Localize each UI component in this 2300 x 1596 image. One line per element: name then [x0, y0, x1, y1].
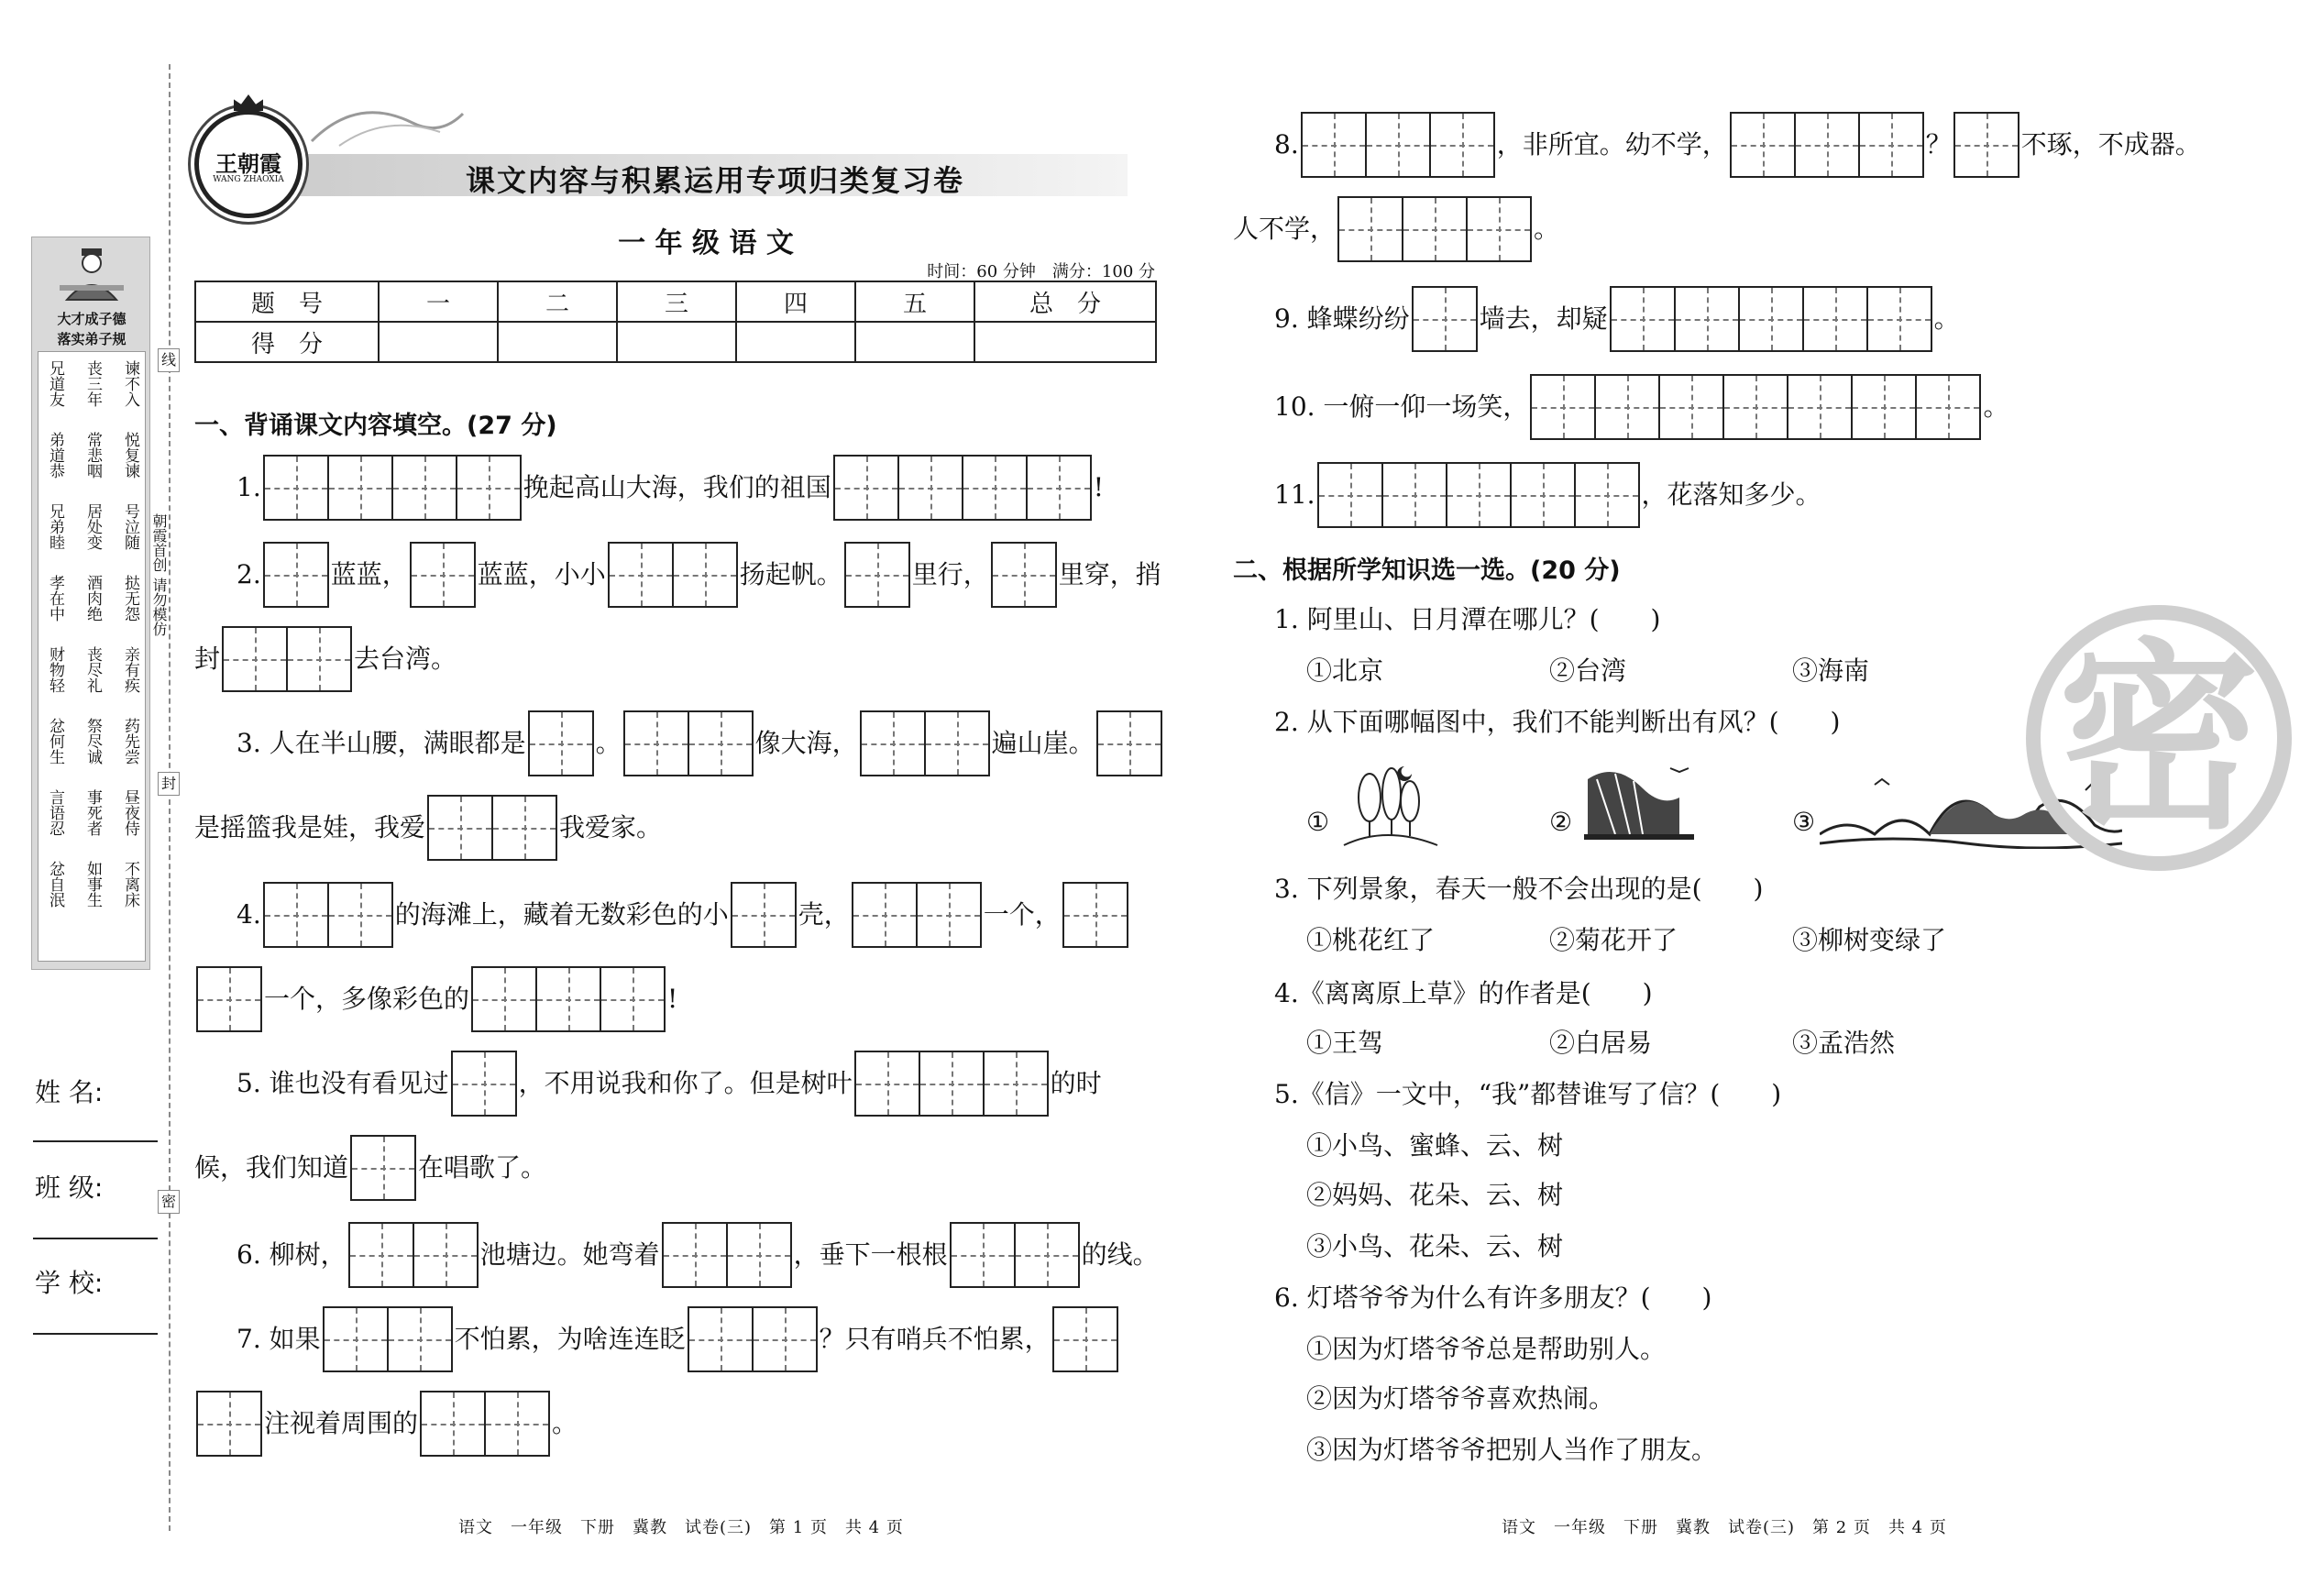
class-line[interactable] — [33, 1238, 158, 1239]
grid-cell[interactable] — [991, 542, 1057, 608]
grid-cell[interactable] — [1674, 286, 1740, 352]
grid-cell[interactable] — [222, 626, 288, 692]
answer-grid[interactable] — [844, 542, 910, 608]
verse-text: 弟道恭 — [46, 432, 64, 479]
mc-option[interactable]: ①因为灯塔爷爷总是帮助别人。 — [1306, 1334, 1667, 1364]
question-4-cont — [194, 966, 1157, 1032]
question-5 — [237, 1051, 1199, 1117]
verse-text: 兄道友 — [46, 360, 64, 407]
verse-text: 昼夜侍 — [121, 789, 139, 836]
grid-cell[interactable] — [950, 1222, 1016, 1288]
exam-meta: 时间：60 分钟 满分：100 分 — [927, 262, 1155, 281]
question-text: 遍山崖。 — [991, 728, 1095, 758]
answer-grid[interactable] — [451, 1051, 517, 1117]
grid-cell[interactable] — [1787, 374, 1853, 440]
grid-cell[interactable] — [731, 882, 797, 948]
question-7-cont — [194, 1391, 1157, 1457]
grid-cell[interactable] — [860, 710, 926, 776]
answer-grid[interactable] — [1096, 710, 1162, 776]
answer-grid[interactable] — [1337, 196, 1532, 262]
grid-cell[interactable] — [413, 1222, 479, 1288]
question-1 — [237, 455, 1199, 521]
verse-row — [45, 789, 140, 850]
grid-cell[interactable] — [924, 710, 990, 776]
grid-cell[interactable] — [1866, 286, 1932, 352]
verse-row — [45, 432, 140, 492]
grid-cell[interactable] — [752, 1306, 818, 1372]
grid-cell[interactable] — [456, 455, 522, 521]
grid-cell[interactable] — [672, 542, 738, 608]
windy-trees-picture — [1579, 761, 1698, 849]
grid-cell[interactable] — [410, 542, 476, 608]
question-3-cont — [194, 795, 1157, 861]
grid-cell[interactable] — [919, 1051, 985, 1117]
grid-cell[interactable] — [1794, 112, 1860, 178]
answer-grid[interactable] — [1610, 286, 1932, 352]
answer-grid[interactable] — [528, 710, 594, 776]
mc-option[interactable]: ③因为灯塔爷爷把别人当作了朋友。 — [1306, 1435, 1718, 1465]
answer-grid[interactable] — [608, 542, 738, 608]
question-text: 一个，多像彩色的 — [264, 984, 470, 1014]
grid-cell[interactable] — [916, 882, 982, 948]
question-5-cont — [194, 1135, 1157, 1201]
answer-grid[interactable] — [688, 1306, 818, 1372]
mc-option[interactable]: ②菊花开了 — [1549, 925, 1678, 955]
question-text: 。 — [595, 728, 622, 758]
mc-option[interactable]: ①小鸟、蜜蜂、云、树 — [1306, 1130, 1564, 1161]
verse-text: 酒肉绝 — [83, 575, 102, 622]
verse-row — [45, 503, 140, 564]
verse-text: 如事生 — [83, 861, 102, 908]
grid-cell[interactable] — [535, 966, 601, 1032]
paper-title: 课文内容与积累运用专项归类复习卷 — [465, 163, 964, 198]
mc-option[interactable]: ②白居易 — [1549, 1028, 1653, 1058]
mc-option[interactable]: ① — [1306, 807, 1330, 837]
mc-option[interactable]: ①北京 — [1306, 655, 1384, 686]
answer-grid[interactable] — [263, 455, 522, 521]
question-11 — [1274, 462, 2283, 528]
score-header-cell: 题 号 — [195, 281, 379, 322]
name-label: 姓 名: — [35, 1077, 104, 1107]
question-number: 11. — [1274, 479, 1315, 510]
grid-cell[interactable] — [897, 455, 963, 521]
verse-text: 丧尽礼 — [83, 646, 102, 693]
seal-mark-feng: 封 — [158, 772, 180, 796]
question-text: 。 — [1983, 391, 2009, 422]
grid-cell[interactable] — [350, 1135, 416, 1201]
verse-row — [45, 575, 140, 635]
grid-cell[interactable] — [1062, 882, 1128, 948]
mc-option[interactable]: ③海南 — [1792, 655, 1870, 686]
secret-watermark-seal — [2026, 605, 2292, 871]
grid-cell[interactable] — [688, 710, 754, 776]
question-text: 。 — [1933, 303, 1960, 334]
grid-cell[interactable] — [1052, 1306, 1118, 1372]
verse-text: 亲有疾 — [121, 646, 139, 693]
watermark-char: 密 — [2057, 622, 2260, 856]
scholar-figure-illustration — [49, 245, 135, 305]
question-text: ! — [667, 984, 678, 1014]
question-text: ，垂下一根根 — [793, 1239, 948, 1270]
question-text: 注视着周围的 — [264, 1408, 419, 1438]
answer-grid[interactable] — [471, 966, 666, 1032]
question-text: 壳， — [798, 899, 850, 930]
mc-option[interactable]: ①桃花红了 — [1306, 925, 1436, 955]
score-header-cell: 一 — [379, 281, 498, 322]
answer-grid[interactable] — [350, 1135, 416, 1201]
grid-cell[interactable] — [1610, 286, 1676, 352]
question-text: 9. 蜂蝶纷纷 — [1274, 303, 1410, 334]
mc-option[interactable]: ②台湾 — [1549, 655, 1627, 686]
mc-question-2: 2. 从下面哪幅图中，我们不能判断出有风？( ) — [1274, 707, 1841, 737]
answer-grid[interactable] — [731, 882, 797, 948]
question-text: 的海滩上，藏着无数彩色的小 — [394, 899, 729, 930]
question-text: 10. 一俯一仰一场笑， — [1274, 391, 1529, 422]
verse-row — [45, 718, 140, 778]
grid-cell[interactable] — [1381, 462, 1447, 528]
motto-top: 大才成子德 — [57, 311, 127, 327]
question-10 — [1274, 374, 2283, 440]
answer-grid[interactable] — [263, 542, 329, 608]
grid-cell[interactable] — [1317, 462, 1383, 528]
grid-cell[interactable] — [1402, 196, 1468, 262]
grid-cell[interactable] — [1858, 112, 1924, 178]
question-text: ，非所宜。幼不学， — [1496, 129, 1728, 160]
question-text: 蓝蓝， — [330, 559, 408, 589]
seal-mark-xian: 线 — [158, 348, 180, 372]
answer-grid[interactable] — [1530, 374, 1981, 440]
question-text: 蓝蓝，小小 — [477, 559, 606, 589]
verse-text: 谏不入 — [121, 360, 139, 407]
question-4 — [237, 882, 1199, 948]
answer-grid[interactable] — [1953, 112, 2019, 178]
grid-cell[interactable] — [196, 1391, 262, 1457]
answer-grid[interactable] — [854, 1051, 1049, 1117]
mc-question-1: 1. 阿里山、日月潭在哪儿？( ) — [1274, 604, 1661, 634]
answer-grid[interactable] — [991, 542, 1057, 608]
question-text: 像大海， — [754, 728, 858, 758]
mc-question-3: 3. 下列景象，春天一般不会出现的是( ) — [1274, 874, 1764, 904]
grid-cell[interactable] — [1510, 462, 1576, 528]
question-text: 不琢，不成器。 — [2020, 129, 2201, 160]
binding-dashed-line — [169, 64, 171, 1531]
grid-cell[interactable] — [688, 1306, 754, 1372]
answer-grid[interactable] — [950, 1222, 1080, 1288]
question-9 — [1274, 286, 2283, 352]
grid-cell[interactable] — [196, 966, 262, 1032]
verse-text: 事死者 — [83, 789, 102, 836]
question-7 — [237, 1306, 1199, 1372]
grid-cell[interactable] — [962, 455, 1028, 521]
mc-question-4: 4.《离离原上草》的作者是( ) — [1274, 978, 1653, 1008]
score-table-score-row — [195, 322, 1156, 362]
trees-picture — [1340, 761, 1441, 849]
grid-cell[interactable] — [348, 1222, 414, 1288]
grid-cell[interactable] — [1530, 374, 1596, 440]
verse-text: 不离床 — [121, 861, 139, 908]
grid-cell[interactable] — [1412, 286, 1478, 352]
answer-grid[interactable] — [196, 966, 262, 1032]
verse-text: 忿自泯 — [46, 861, 64, 908]
grid-cell[interactable] — [427, 795, 493, 861]
question-text: 挽起高山大海，我们的祖国 — [523, 472, 831, 502]
mc-option[interactable]: ③小鸟、花朵、云、树 — [1306, 1231, 1564, 1261]
grid-cell[interactable] — [491, 795, 557, 861]
grid-cell[interactable] — [263, 882, 329, 948]
page-footer-left: 语文 一年级 下册 冀教 试卷(三) 第 1 页 共 4 页 — [458, 1518, 904, 1537]
grid-cell[interactable] — [327, 455, 393, 521]
score-cell[interactable] — [617, 322, 736, 362]
grid-cell[interactable] — [1802, 286, 1868, 352]
answer-grid[interactable] — [1317, 462, 1640, 528]
answer-grid[interactable] — [1730, 112, 1924, 178]
question-number: 1. — [237, 472, 261, 502]
score-header-cell: 五 — [855, 281, 974, 322]
grid-cell[interactable] — [471, 966, 537, 1032]
school-label: 学 校: — [35, 1268, 104, 1298]
question-text: 一个， — [983, 899, 1061, 930]
section1-title: 一、背诵课文内容填空。(27 分) — [194, 412, 557, 440]
verse-text: 居处变 — [83, 503, 102, 550]
mc-option[interactable]: ③柳树变绿了 — [1792, 925, 1947, 955]
grid-cell[interactable] — [1722, 374, 1788, 440]
vertical-note-nocopy: 请勿模仿 — [150, 578, 168, 636]
mc-option[interactable]: ②因为灯塔爷爷喜欢热闹。 — [1306, 1383, 1615, 1414]
verse-row — [45, 646, 140, 707]
answer-grid[interactable] — [410, 542, 476, 608]
answer-grid[interactable] — [263, 882, 393, 948]
answer-grid[interactable] — [662, 1222, 792, 1288]
grid-cell[interactable] — [983, 1051, 1049, 1117]
question-number: 3. 人在半山腰，满眼都是 — [237, 728, 526, 758]
score-header-cell: 四 — [736, 281, 855, 322]
question-8 — [1274, 112, 2283, 178]
answer-grid[interactable] — [1052, 1306, 1118, 1372]
grid-cell[interactable] — [528, 710, 594, 776]
score-header-cell: 三 — [617, 281, 736, 322]
grid-cell[interactable] — [852, 882, 918, 948]
question-text: 墙去，却疑 — [1479, 303, 1608, 334]
score-table-header-row — [195, 281, 1156, 322]
mc-option[interactable]: ③ — [1792, 807, 1816, 837]
grid-cell[interactable] — [623, 710, 689, 776]
grid-cell[interactable] — [387, 1306, 453, 1372]
grid-cell[interactable] — [420, 1391, 486, 1457]
grid-cell[interactable] — [323, 1306, 389, 1372]
grid-cell[interactable] — [263, 455, 329, 521]
question-2 — [237, 542, 1199, 608]
grid-cell[interactable] — [1594, 374, 1660, 440]
answer-grid[interactable] — [427, 795, 557, 861]
grid-cell[interactable] — [1096, 710, 1162, 776]
question-number: 2. — [237, 559, 261, 589]
brand-crown-icon — [234, 94, 263, 111]
answer-grid[interactable] — [1412, 286, 1478, 352]
mc-question-6: 6. 灯塔爷爷为什么有许多朋友？( ) — [1274, 1282, 1712, 1313]
verse-text: 悦复谏 — [121, 432, 139, 479]
grid-cell[interactable] — [1446, 462, 1512, 528]
verses-columns — [45, 360, 140, 932]
question-text: ! — [1093, 472, 1104, 502]
grid-cell[interactable] — [1851, 374, 1917, 440]
verse-text: 丧三年 — [83, 360, 102, 407]
ribbon-decoration — [303, 95, 468, 150]
grid-cell[interactable] — [833, 455, 899, 521]
grid-cell[interactable] — [1953, 112, 2019, 178]
question-text: 我爱家。 — [559, 812, 663, 842]
seal-mark-mi: 密 — [158, 1190, 180, 1214]
answer-grid[interactable] — [623, 710, 754, 776]
answer-grid[interactable] — [1301, 112, 1495, 178]
grid-cell[interactable] — [484, 1391, 550, 1457]
answer-grid[interactable] — [323, 1306, 453, 1372]
grid-cell[interactable] — [391, 455, 457, 521]
brand-logo — [194, 110, 303, 218]
question-text: 里穿，捎 — [1058, 559, 1161, 589]
grid-cell[interactable] — [726, 1222, 792, 1288]
grid-cell[interactable] — [854, 1051, 920, 1117]
grid-cell[interactable] — [1337, 196, 1403, 262]
grid-cell[interactable] — [1365, 112, 1431, 178]
section2-title: 二、根据所学知识选一选。(20 分) — [1233, 556, 1621, 585]
brand-name: 王朝霞 — [215, 150, 281, 177]
question-text: ？只有哨兵不怕累， — [819, 1324, 1051, 1354]
verse-text: 常悲咽 — [83, 432, 102, 479]
verse-row — [45, 861, 140, 921]
question-text: 人不学， — [1233, 214, 1337, 244]
answer-grid[interactable] — [860, 710, 990, 776]
score-row-label: 得 分 — [195, 322, 379, 362]
question-text: ？ — [1925, 129, 1952, 160]
verse-text: 忿何生 — [46, 718, 64, 765]
verse-text: 号泣随 — [121, 503, 139, 550]
verse-text: 财物轻 — [46, 646, 64, 693]
score-cell[interactable] — [974, 322, 1156, 362]
answer-grid[interactable] — [833, 455, 1092, 521]
grid-cell[interactable] — [1915, 374, 1981, 440]
verse-text: 孝在中 — [46, 575, 64, 622]
verse-text: 药先尝 — [121, 718, 139, 765]
question-text: 。 — [552, 1408, 578, 1438]
verse-text: 言语忍 — [46, 789, 64, 836]
question-text: 的线。 — [1081, 1239, 1159, 1270]
question-6 — [237, 1222, 1199, 1288]
question-text: 7. 如果 — [237, 1324, 321, 1354]
grid-cell[interactable] — [286, 626, 352, 692]
grid-cell[interactable] — [662, 1222, 728, 1288]
score-cell[interactable] — [498, 322, 617, 362]
question-text: 去台湾。 — [354, 644, 457, 674]
question-text: 封 — [194, 644, 221, 674]
question-text: 不怕累，为啥连连眨 — [454, 1324, 686, 1354]
answer-grid[interactable] — [1062, 882, 1128, 948]
verse-row — [45, 360, 140, 421]
question-text: ，花落知多少。 — [1641, 479, 1821, 510]
answer-grid[interactable] — [420, 1391, 550, 1457]
verse-text: 挞无怨 — [121, 575, 139, 622]
question-text: 候，我们知道 — [194, 1152, 349, 1183]
question-text: 。 — [1534, 214, 1560, 244]
mc-option[interactable]: ①王驾 — [1306, 1028, 1384, 1058]
school-line[interactable] — [33, 1333, 158, 1335]
question-text: 6. 柳树， — [237, 1239, 347, 1270]
grid-cell[interactable] — [608, 542, 674, 608]
question-text: 扬起帆。 — [739, 559, 842, 589]
score-header-cell: 总 分 — [974, 281, 1156, 322]
page-footer-right: 语文 一年级 下册 冀教 试卷(三) 第 2 页 共 4 页 — [1502, 1518, 1947, 1537]
score-cell[interactable] — [736, 322, 855, 362]
score-cell[interactable] — [855, 322, 974, 362]
grid-cell[interactable] — [451, 1051, 517, 1117]
question-text: 里行， — [911, 559, 989, 589]
grid-cell[interactable] — [1429, 112, 1495, 178]
verse-text: 祭尽诚 — [83, 718, 102, 765]
mc-question-5: 5.《信》一文中，“我”都替谁写了信？( ) — [1274, 1079, 1782, 1109]
verse-text: 兄弟睦 — [46, 503, 64, 550]
grid-cell[interactable] — [263, 542, 329, 608]
grid-cell[interactable] — [1658, 374, 1724, 440]
name-line[interactable] — [33, 1140, 158, 1142]
grid-cell[interactable] — [1026, 455, 1092, 521]
question-8-cont — [1233, 196, 2241, 262]
question-text: ，不用说我和你了。但是树叶 — [518, 1068, 853, 1098]
score-header-cell: 二 — [498, 281, 617, 322]
answer-grid[interactable] — [222, 626, 352, 692]
motto-bottom: 落实弟子规 — [57, 331, 127, 347]
mc-option[interactable]: ③孟浩然 — [1792, 1028, 1896, 1058]
grid-cell[interactable] — [1301, 112, 1367, 178]
answer-grid[interactable] — [196, 1391, 262, 1457]
mc-option[interactable]: ② — [1549, 807, 1573, 837]
mc-option[interactable]: ②妈妈、花朵、云、树 — [1306, 1180, 1564, 1210]
question-3 — [237, 710, 1199, 776]
vertical-note-original: 朝霞首创 — [150, 513, 168, 572]
question-text: 池塘边。她弯着 — [479, 1239, 660, 1270]
question-text: 的时 — [1050, 1068, 1102, 1098]
grid-cell[interactable] — [1738, 286, 1804, 352]
question-2-cont — [194, 626, 1157, 692]
grid-cell[interactable] — [327, 882, 393, 948]
grid-cell[interactable] — [600, 966, 666, 1032]
question-number: 8. — [1274, 129, 1299, 160]
score-cell[interactable] — [379, 322, 498, 362]
question-text: 是摇篮我是娃，我爱 — [194, 812, 426, 842]
question-number: 4. — [237, 899, 261, 930]
question-text: 在唱歌了。 — [418, 1152, 547, 1183]
answer-grid[interactable] — [852, 882, 982, 948]
class-label: 班 级: — [35, 1172, 104, 1203]
score-table — [194, 281, 1157, 363]
answer-grid[interactable] — [348, 1222, 479, 1288]
brand-sub: WANG ZHAOXIA — [213, 175, 284, 184]
grid-cell[interactable] — [1574, 462, 1640, 528]
grid-cell[interactable] — [1730, 112, 1796, 178]
grid-cell[interactable] — [1466, 196, 1532, 262]
sidebar-panel — [31, 237, 150, 970]
grid-cell[interactable] — [1014, 1222, 1080, 1288]
grid-cell[interactable] — [844, 542, 910, 608]
question-text: 5. 谁也没有看见过 — [237, 1068, 449, 1098]
paper-subtitle: 一 年 级 语 文 — [618, 227, 794, 259]
